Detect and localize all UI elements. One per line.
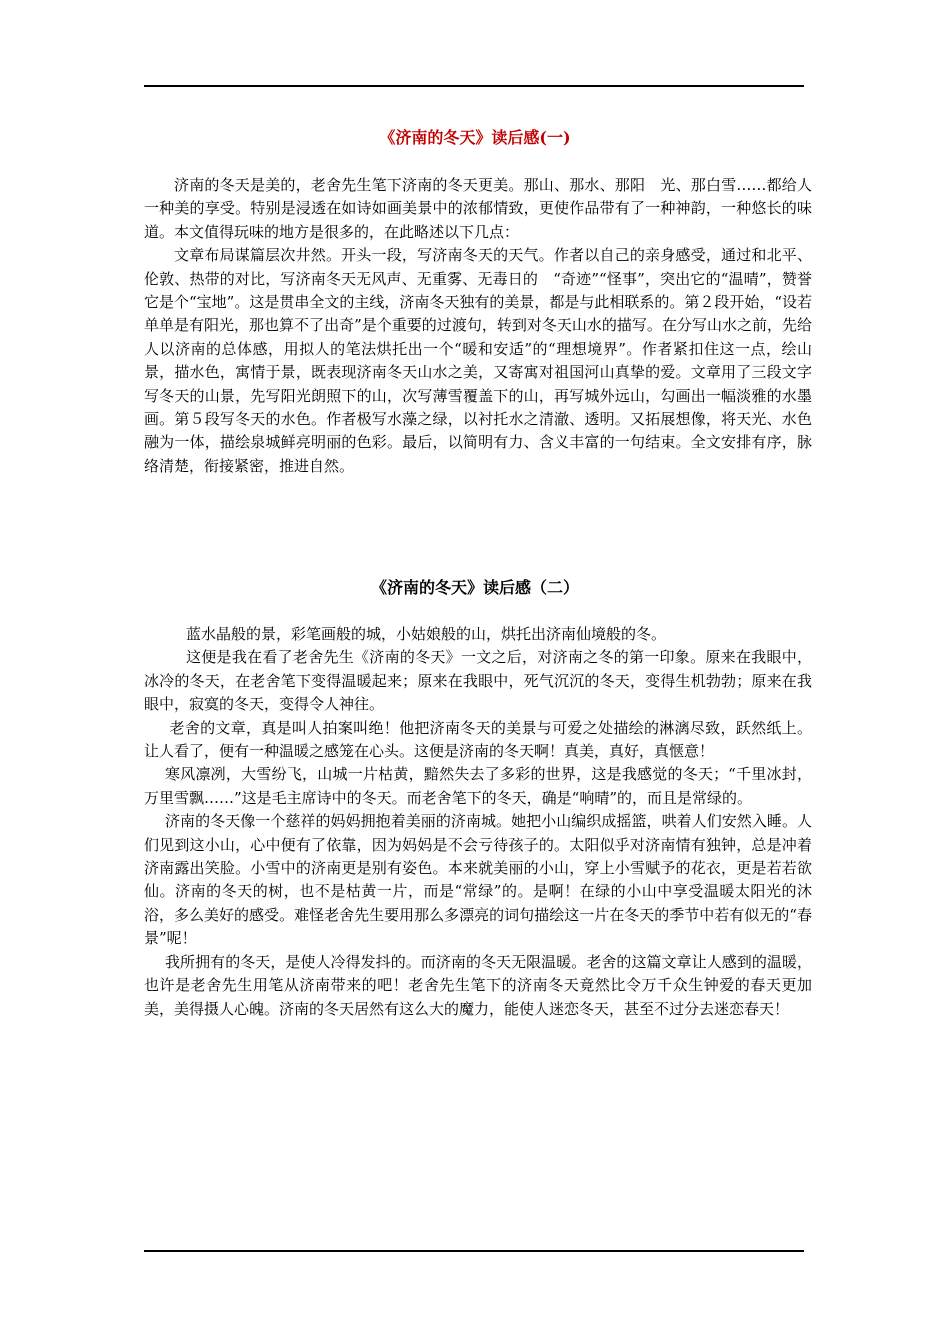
essay-two-title: 《济南的冬天》读后感（二） xyxy=(370,578,579,597)
essay-one-body xyxy=(144,174,812,478)
essay-two-paragraph: 老舍的文章，真是叫人拍案叫绝！他把济南冬天的美景与可爱之处描绘的淋漓尽致，跃然纸上。让人看了，便有一种温暖之感笼在心头。这便是济南的冬天啊！真美，真好，真惬意！ xyxy=(144,718,812,761)
essay-two-paragraph: 这便是我在看了老舍先生《济南的冬天》一文之后，对济南之冬的第一印象。原来在我眼中，冰冷的冬天，在老舍笔下变得温暖起来；原来在我眼中，死气沉沉的冬天，变得生机勃勃；原来在我眼中，寂寞的冬天，变得令人神往。 xyxy=(144,648,812,714)
essay-two-paragraph: 寒风凛冽，大雪纷飞，山城一片枯黄，黯然失去了多彩的世界，这是我感觉的冬天；“千里冰封，万里雪飘……”这是毛主席诗中的冬天。而老舍笔下的冬天，确是“响晴”的，而且是常绿的。 xyxy=(144,765,812,807)
footer-rule xyxy=(144,1250,804,1252)
essay-one-title: 《济南的冬天》读后感(一) xyxy=(379,128,571,147)
header-rule xyxy=(144,85,804,87)
essay-two-paragraph: 蓝水晶般的景，彩笔画般的城，小姑娘般的山，烘托出济南仙境般的冬。 xyxy=(186,625,667,643)
essay-two-body xyxy=(144,623,812,1021)
essay-one-paragraph: 济南的冬天是美的，老舍先生笔下济南的冬天更美。那山、那水、那阳 光、那白雪……都给人一种美的享受。特别是浸透在如诗如画美景中的浓郁情致，更使作品带有了一种神韵，一种悠长的味道。本文值得玩味的地方是很多的，在此略述以下几点： xyxy=(144,176,812,241)
essay-two-paragraph: 我所拥有的冬天，是使人冷得发抖的。而济南的冬天无限温暖。老舍的这篇文章让人感到的温暖，也许是老舍先生用笔从济南带来的吧！老舍先生笔下的济南冬天竟然比令万千众生钟爱的春天更加美，美得摄人心魄。济南的冬天居然有这么大的魔力，能使人迷恋冬天，甚至不过分去迷恋春天！ xyxy=(144,952,812,1018)
essay-one-paragraph: 文章布局谋篇层次井然。开头一段，写济南冬天的天气。作者以自己的亲身感受，通过和北平、伦敦、热带的对比，写济南冬天无风声、无重雾、无毒日的 “奇迹”“怪事”，突出它的“温晴”，赞誉它是个“宝地”。这是贯串全文的主线，济南冬天独有的美景，都是与此相联系的。第２段开始，“设若单单是有阳光，那也算不了出奇”是个重要的过渡句，转到对冬天山水的描写。在分写山水之前，先给人以济南的总体感，用拟人的笔法烘托出一个“暖和安适”的“理想境界”。作者紧扣住这一点，绘山景，描水色，寓情于景，既表现济南冬天山水之美，又寄寓对祖国河山真挚的爱。文章用了三段文字写冬天的山景，先写阳光朗照下的山，次写薄雪覆盖下的山，再写城外远山，勾画出一幅淡雅的水墨画。第５段写冬天的水色。作者极写水藻之绿，以衬托水之清澈、透明。又拓展想像，将天光、水色融为一体，描绘泉城鲜亮明丽的色彩。最后，以简明有力、含义丰富的一句结束。全文安排有序，脉络清楚，衔接紧密，推进自然。 xyxy=(144,246,813,475)
essay-two-paragraph: 济南的冬天像一个慈祥的妈妈拥抱着美丽的济南城。她把小山编织成摇篮，哄着人们安然入睡。人们见到这小山，心中便有了依靠，因为妈妈是不会亏待孩子的。太阳似乎对济南情有独钟，总是冲着济南露出笑脸。小雪中的济南更是别有姿色。本来就美丽的小山，穿上小雪赋予的花衣，更是若若欲仙。济南的冬天的树，也不是枯黄一片，而是“常绿”的。是啊！在绿的小山中享受温暖太阳光的沐浴，多么美好的感受。难怪老舍先生要用那么多漂亮的词句描绘这一片在冬天的季节中若有似无的“春景”呢！ xyxy=(144,812,812,948)
